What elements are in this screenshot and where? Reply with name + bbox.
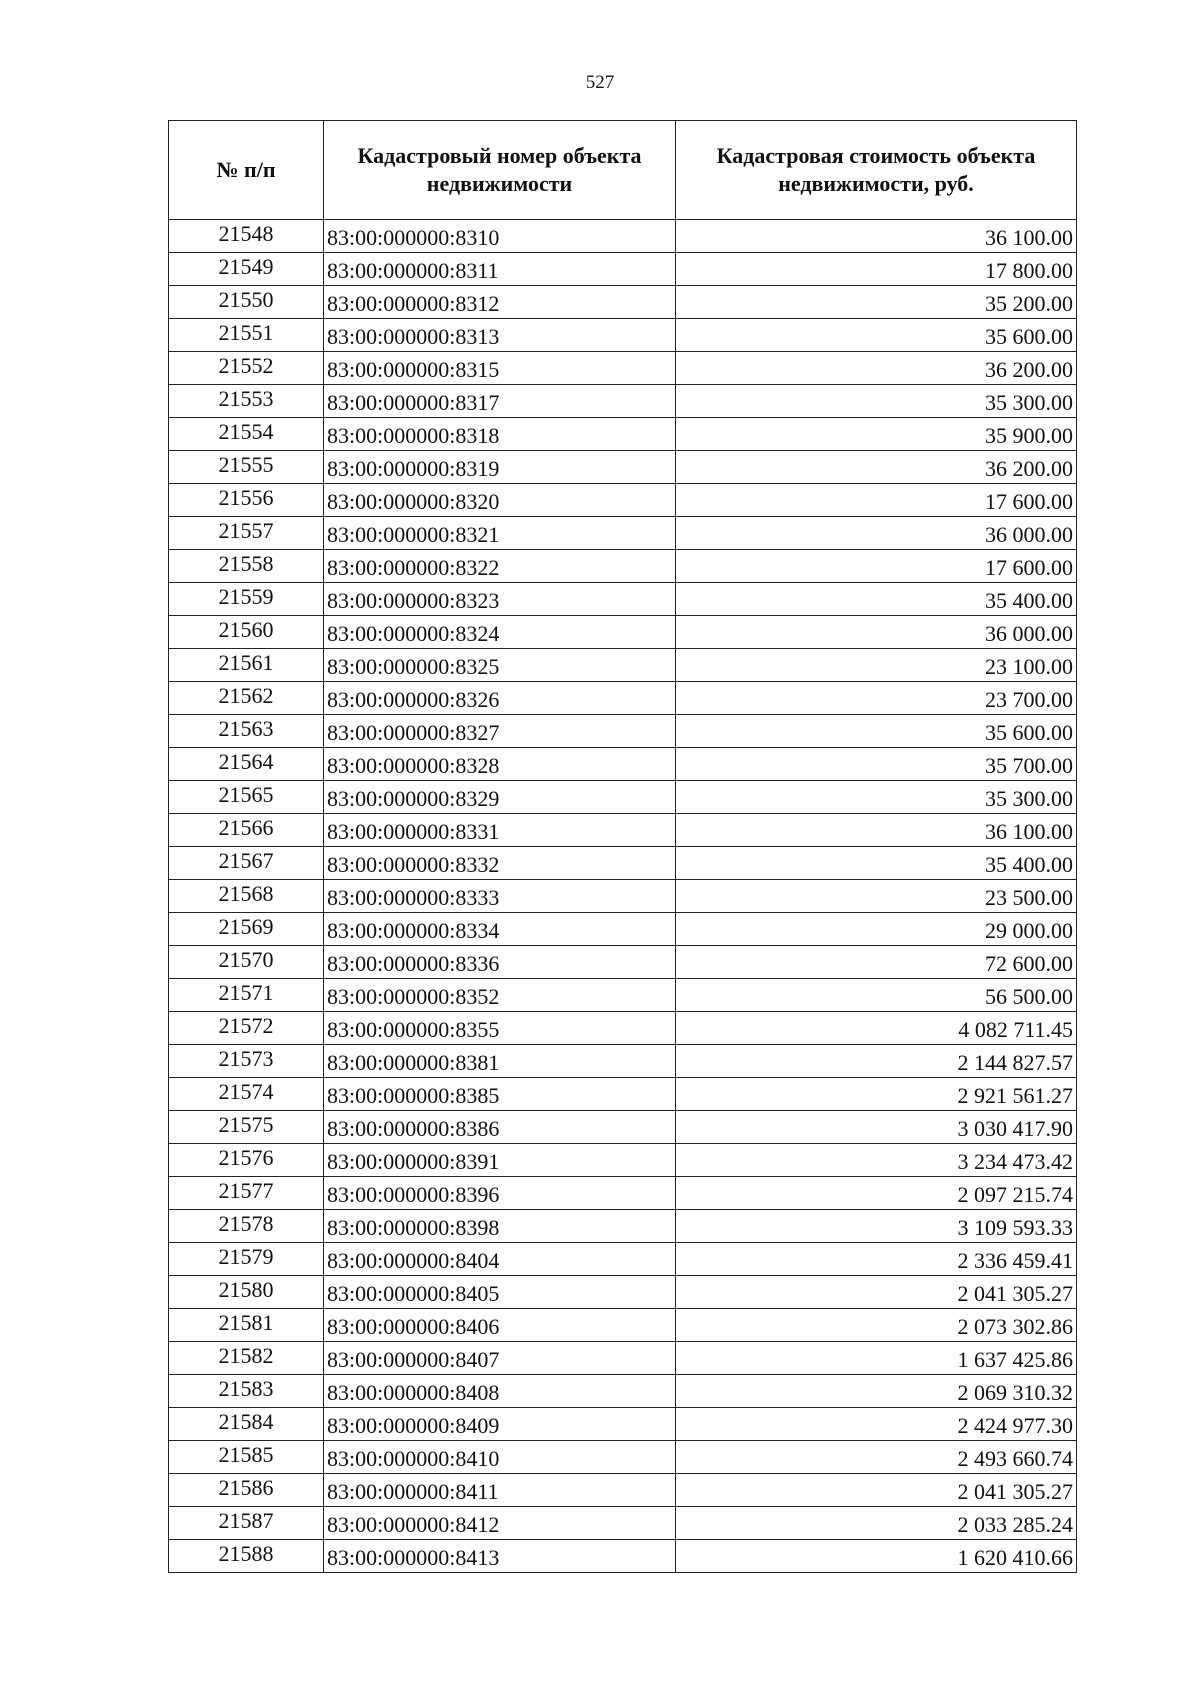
table-row xyxy=(169,649,1077,682)
cadastral-value-cell: 35 400.00 xyxy=(676,583,1077,616)
cadastral-value-cell: 35 900.00 xyxy=(676,418,1077,451)
cadastral-value-cell: 23 700.00 xyxy=(676,682,1077,715)
cadastral-value-cell: 2 144 827.57 xyxy=(676,1045,1077,1078)
row-number-cell: 21575 xyxy=(169,1111,324,1144)
cadastral-number-cell: 83:00:000000:8408 xyxy=(324,1375,676,1408)
row-number-cell: 21571 xyxy=(169,979,324,1012)
row-number-cell: 21560 xyxy=(169,616,324,649)
row-number-cell: 21572 xyxy=(169,1012,324,1045)
row-number-cell: 21579 xyxy=(169,1243,324,1276)
table-row xyxy=(169,352,1077,385)
header-cadastral-value: Кадастровая стоимость объекта недвижимости, руб. xyxy=(676,121,1077,220)
cadastral-number-cell: 83:00:000000:8328 xyxy=(324,748,676,781)
table-row xyxy=(169,1408,1077,1441)
table-row xyxy=(169,814,1077,847)
cadastral-number-cell: 83:00:000000:8396 xyxy=(324,1177,676,1210)
cadastral-value-cell: 17 800.00 xyxy=(676,253,1077,286)
row-number-cell: 21578 xyxy=(169,1210,324,1243)
cadastral-number-cell: 83:00:000000:8334 xyxy=(324,913,676,946)
row-number-cell: 21563 xyxy=(169,715,324,748)
cadastral-number-cell: 83:00:000000:8319 xyxy=(324,451,676,484)
table-row xyxy=(169,880,1077,913)
cadastral-value-cell: 3 030 417.90 xyxy=(676,1111,1077,1144)
row-number-cell: 21569 xyxy=(169,913,324,946)
cadastral-value-cell: 72 600.00 xyxy=(676,946,1077,979)
row-number-cell: 21561 xyxy=(169,649,324,682)
row-number-cell: 21558 xyxy=(169,550,324,583)
cadastral-number-cell: 83:00:000000:8320 xyxy=(324,484,676,517)
header-cadastral-number: Кадастровый номер объекта недвижимости xyxy=(324,121,676,220)
cadastral-number-cell: 83:00:000000:8332 xyxy=(324,847,676,880)
row-number-cell: 21562 xyxy=(169,682,324,715)
row-number-cell: 21549 xyxy=(169,253,324,286)
cadastral-value-cell: 36 100.00 xyxy=(676,220,1077,253)
table-row xyxy=(169,385,1077,418)
table-row xyxy=(169,1309,1077,1342)
cadastral-value-cell: 35 200.00 xyxy=(676,286,1077,319)
table-row xyxy=(169,1144,1077,1177)
cadastral-value-cell: 2 097 215.74 xyxy=(676,1177,1077,1210)
cadastral-number-cell: 83:00:000000:8398 xyxy=(324,1210,676,1243)
row-number-cell: 21566 xyxy=(169,814,324,847)
cadastral-number-cell: 83:00:000000:8404 xyxy=(324,1243,676,1276)
cadastral-number-cell: 83:00:000000:8324 xyxy=(324,616,676,649)
cadastral-value-cell: 17 600.00 xyxy=(676,550,1077,583)
cadastral-number-cell: 83:00:000000:8321 xyxy=(324,517,676,550)
cadastral-number-cell: 83:00:000000:8355 xyxy=(324,1012,676,1045)
row-number-cell: 21574 xyxy=(169,1078,324,1111)
row-number-cell: 21573 xyxy=(169,1045,324,1078)
cadastral-value-cell: 36 100.00 xyxy=(676,814,1077,847)
row-number-cell: 21551 xyxy=(169,319,324,352)
cadastral-number-cell: 83:00:000000:8405 xyxy=(324,1276,676,1309)
cadastral-value-cell: 17 600.00 xyxy=(676,484,1077,517)
header-row-number: № п/п xyxy=(169,121,324,220)
row-number-cell: 21588 xyxy=(169,1540,324,1573)
cadastral-value-cell: 1 637 425.86 xyxy=(676,1342,1077,1375)
table-row xyxy=(169,550,1077,583)
cadastral-value-cell: 36 200.00 xyxy=(676,352,1077,385)
cadastral-value-cell: 35 700.00 xyxy=(676,748,1077,781)
table-row xyxy=(169,1243,1077,1276)
cadastral-number-cell: 83:00:000000:8326 xyxy=(324,682,676,715)
cadastral-value-cell: 3 109 593.33 xyxy=(676,1210,1077,1243)
cadastral-number-cell: 83:00:000000:8329 xyxy=(324,781,676,814)
row-number-cell: 21564 xyxy=(169,748,324,781)
cadastral-value-cell: 3 234 473.42 xyxy=(676,1144,1077,1177)
table-row xyxy=(169,1210,1077,1243)
row-number-cell: 21570 xyxy=(169,946,324,979)
cadastral-number-cell: 83:00:000000:8385 xyxy=(324,1078,676,1111)
cadastral-number-cell: 83:00:000000:8411 xyxy=(324,1474,676,1507)
cadastral-value-cell: 2 069 310.32 xyxy=(676,1375,1077,1408)
cadastral-number-cell: 83:00:000000:8312 xyxy=(324,286,676,319)
cadastral-value-cell: 2 424 977.30 xyxy=(676,1408,1077,1441)
row-number-cell: 21581 xyxy=(169,1309,324,1342)
table-row xyxy=(169,682,1077,715)
table-row xyxy=(169,1078,1077,1111)
table-row xyxy=(169,1540,1077,1573)
cadastral-value-cell: 36 000.00 xyxy=(676,517,1077,550)
cadastral-value-cell: 35 600.00 xyxy=(676,319,1077,352)
table-row xyxy=(169,979,1077,1012)
table-row xyxy=(169,1441,1077,1474)
row-number-cell: 21555 xyxy=(169,451,324,484)
row-number-cell: 21557 xyxy=(169,517,324,550)
cadastral-value-cell: 23 500.00 xyxy=(676,880,1077,913)
table-row xyxy=(169,451,1077,484)
cadastral-number-cell: 83:00:000000:8311 xyxy=(324,253,676,286)
row-number-cell: 21583 xyxy=(169,1375,324,1408)
table-row xyxy=(169,715,1077,748)
cadastral-value-cell: 2 041 305.27 xyxy=(676,1276,1077,1309)
cadastral-number-cell: 83:00:000000:8325 xyxy=(324,649,676,682)
row-number-cell: 21567 xyxy=(169,847,324,880)
row-number-cell: 21584 xyxy=(169,1408,324,1441)
row-number-cell: 21554 xyxy=(169,418,324,451)
cadastral-value-cell: 35 300.00 xyxy=(676,385,1077,418)
table-row xyxy=(169,286,1077,319)
cadastral-number-cell: 83:00:000000:8413 xyxy=(324,1540,676,1573)
cadastral-value-cell: 2 493 660.74 xyxy=(676,1441,1077,1474)
cadastral-value-cell: 1 620 410.66 xyxy=(676,1540,1077,1573)
cadastral-value-cell: 56 500.00 xyxy=(676,979,1077,1012)
cadastral-number-cell: 83:00:000000:8412 xyxy=(324,1507,676,1540)
cadastral-value-cell: 2 041 305.27 xyxy=(676,1474,1077,1507)
table-row xyxy=(169,1177,1077,1210)
cadastral-number-cell: 83:00:000000:8352 xyxy=(324,979,676,1012)
row-number-cell: 21553 xyxy=(169,385,324,418)
cadastral-number-cell: 83:00:000000:8313 xyxy=(324,319,676,352)
cadastral-value-cell: 35 400.00 xyxy=(676,847,1077,880)
cadastral-value-cell: 2 033 285.24 xyxy=(676,1507,1077,1540)
cadastral-number-cell: 83:00:000000:8409 xyxy=(324,1408,676,1441)
cadastral-number-cell: 83:00:000000:8410 xyxy=(324,1441,676,1474)
cadastral-number-cell: 83:00:000000:8331 xyxy=(324,814,676,847)
cadastral-number-cell: 83:00:000000:8317 xyxy=(324,385,676,418)
cadastral-number-cell: 83:00:000000:8391 xyxy=(324,1144,676,1177)
cadastral-number-cell: 83:00:000000:8333 xyxy=(324,880,676,913)
table-row xyxy=(169,253,1077,286)
cadastral-value-cell: 2 073 302.86 xyxy=(676,1309,1077,1342)
table-row xyxy=(169,1012,1077,1045)
cadastral-number-cell: 83:00:000000:8336 xyxy=(324,946,676,979)
table-row xyxy=(169,847,1077,880)
row-number-cell: 21576 xyxy=(169,1144,324,1177)
cadastral-value-cell: 36 000.00 xyxy=(676,616,1077,649)
table-row xyxy=(169,1375,1077,1408)
cadastral-value-table xyxy=(168,120,1077,1573)
cadastral-value-cell: 35 600.00 xyxy=(676,715,1077,748)
cadastral-number-cell: 83:00:000000:8310 xyxy=(324,220,676,253)
page-number: 527 xyxy=(585,72,615,93)
table-row xyxy=(169,583,1077,616)
table-row xyxy=(169,946,1077,979)
row-number-cell: 21556 xyxy=(169,484,324,517)
table-row xyxy=(169,1045,1077,1078)
row-number-cell: 21548 xyxy=(169,220,324,253)
row-number-cell: 21552 xyxy=(169,352,324,385)
table-row xyxy=(169,1276,1077,1309)
cadastral-number-cell: 83:00:000000:8386 xyxy=(324,1111,676,1144)
cadastral-number-cell: 83:00:000000:8322 xyxy=(324,550,676,583)
table-row xyxy=(169,781,1077,814)
row-number-cell: 21585 xyxy=(169,1441,324,1474)
cadastral-number-cell: 83:00:000000:8327 xyxy=(324,715,676,748)
cadastral-number-cell: 83:00:000000:8318 xyxy=(324,418,676,451)
table-row xyxy=(169,1342,1077,1375)
cadastral-number-cell: 83:00:000000:8407 xyxy=(324,1342,676,1375)
cadastral-number-cell: 83:00:000000:8315 xyxy=(324,352,676,385)
cadastral-value-cell: 4 082 711.45 xyxy=(676,1012,1077,1045)
table-row xyxy=(169,1111,1077,1144)
table-row xyxy=(169,748,1077,781)
table-row xyxy=(169,220,1077,253)
cadastral-value-cell: 29 000.00 xyxy=(676,913,1077,946)
row-number-cell: 21577 xyxy=(169,1177,324,1210)
row-number-cell: 21559 xyxy=(169,583,324,616)
row-number-cell: 21550 xyxy=(169,286,324,319)
table-row xyxy=(169,517,1077,550)
cadastral-value-cell: 2 336 459.41 xyxy=(676,1243,1077,1276)
table-row xyxy=(169,913,1077,946)
row-number-cell: 21582 xyxy=(169,1342,324,1375)
table-row xyxy=(169,484,1077,517)
cadastral-value-cell: 36 200.00 xyxy=(676,451,1077,484)
table-header-row xyxy=(169,121,1077,220)
table-row xyxy=(169,1507,1077,1540)
cadastral-number-cell: 83:00:000000:8323 xyxy=(324,583,676,616)
cadastral-number-cell: 83:00:000000:8406 xyxy=(324,1309,676,1342)
row-number-cell: 21586 xyxy=(169,1474,324,1507)
row-number-cell: 21568 xyxy=(169,880,324,913)
row-number-cell: 21587 xyxy=(169,1507,324,1540)
row-number-cell: 21580 xyxy=(169,1276,324,1309)
table-row xyxy=(169,418,1077,451)
cadastral-value-cell: 35 300.00 xyxy=(676,781,1077,814)
table-body xyxy=(169,220,1077,1573)
cadastral-value-cell: 2 921 561.27 xyxy=(676,1078,1077,1111)
table-row xyxy=(169,616,1077,649)
table-row xyxy=(169,1474,1077,1507)
table-row xyxy=(169,319,1077,352)
cadastral-value-cell: 23 100.00 xyxy=(676,649,1077,682)
cadastral-number-cell: 83:00:000000:8381 xyxy=(324,1045,676,1078)
row-number-cell: 21565 xyxy=(169,781,324,814)
